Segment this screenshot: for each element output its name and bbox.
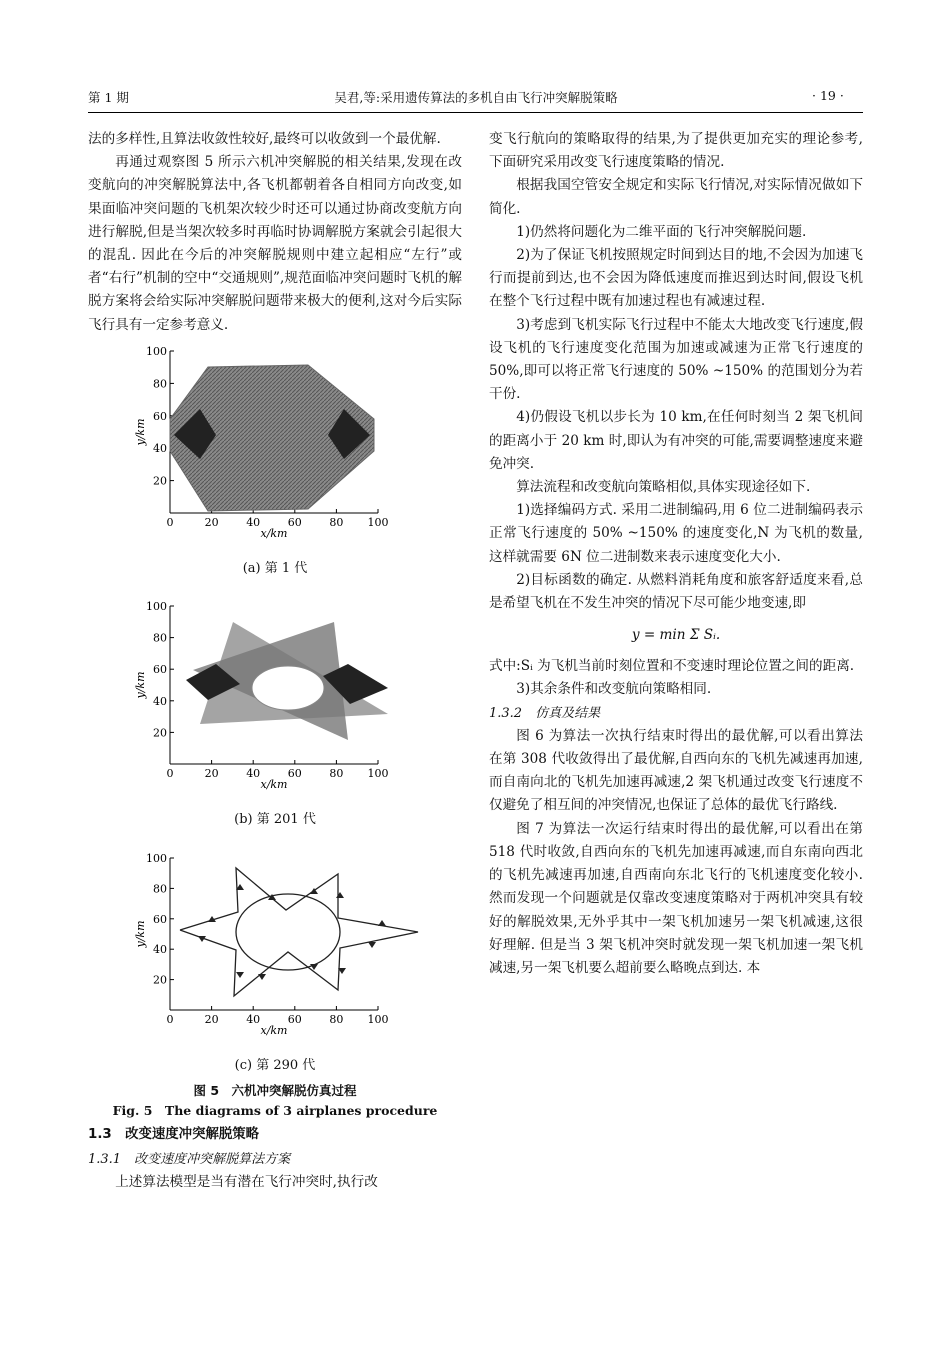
- x-tick-label: 20: [204, 1012, 219, 1026]
- figure-caption-en: Fig. 5 The diagrams of 3 airplanes procedure: [112, 1103, 438, 1119]
- paragraph: 1)选择编码方式. 采用二进制编码,用 6 位二进制编码表示正常飞行速度的 50% ~150% 的速度变化,N 为飞机的数量,这样就需要 6N 位二进制数来表示速度变化大小.: [489, 502, 863, 565]
- y-tick-label: 80: [153, 631, 167, 645]
- paragraph: 4)仍假设飞机以步长为 10 km,在任何时刻当 2 架飞机间的距离小于 20 km 时,即认为有冲突的可能,需要调整速度来避免冲突.: [489, 409, 863, 472]
- plot-c-markers: [198, 884, 386, 980]
- paragraph: 图 7 为算法一次运行结束时得出的最优解,可以看出在第518 代时收敛,自西向东的飞机先加速再减速,而自东南向西北的飞机先减速再加速,自西南向东北飞行的飞机速度变化较小. 然而发现一个问题就是仅靠改变速度策略对于两机冲突具有较好的解脱效果,无外乎其中一架飞机加速另一架飞机减速,这很好理解. 但是当 3 架飞机冲突时就发现一架飞机加速一架飞机减速,另一架飞机要么超前要么略晚点到达. 本: [489, 820, 863, 976]
- y-tick-label: 20: [153, 474, 167, 488]
- left-column: [88, 128, 462, 1195]
- x-tick-label: 40: [246, 1012, 261, 1026]
- x-tick-label: 100: [367, 515, 389, 529]
- x-tick-label: 0: [166, 1012, 174, 1026]
- x-tick-label: 40: [246, 515, 261, 529]
- plot-a: [88, 337, 462, 541]
- x-axis-label: x/km: [260, 1023, 288, 1037]
- x-tick-label: 80: [329, 1012, 344, 1026]
- y-axis-label: y/km: [134, 418, 147, 446]
- paragraph: 法的多样性,且算法收敛性较好,最终可以收敛到一个最优解.: [88, 131, 441, 147]
- plot-c: [88, 844, 462, 1038]
- caption-a: (a) 第 1 代: [242, 561, 308, 577]
- plot-b-center-ring: [252, 666, 324, 710]
- figure-caption-cn: 图 5 六机冲突解脱仿真过程: [193, 1083, 357, 1099]
- section-heading: 1.3 改变速度冲突解脱策略: [88, 1127, 260, 1143]
- x-tick-label: 100: [367, 1012, 389, 1026]
- x-tick-label: 80: [329, 515, 344, 529]
- plot-b: [88, 592, 462, 792]
- paragraph: 2)目标函数的确定. 从燃料消耗角度和旅客舒适度来看,总是希望飞机在不发生冲突的情况下尽可能少地变速,即: [489, 571, 863, 612]
- header-title: 吴君,等:采用遗传算法的多机自由飞行冲突解脱策略: [334, 90, 618, 105]
- x-tick-label: 40: [246, 767, 261, 781]
- y-tick-label: 20: [153, 726, 167, 740]
- x-tick-label: 20: [204, 767, 219, 781]
- y-tick-label: 60: [153, 409, 167, 423]
- x-tick-label: 60: [287, 767, 302, 781]
- paragraph: 变飞行航向的策略取得的结果,为了提供更加充实的理论参考,下面研究采用改变飞行速度策略的情况.: [489, 131, 863, 171]
- subsection-heading: 1.3.1 改变速度冲突解脱算法方案: [88, 1152, 291, 1168]
- header-rule: [88, 112, 863, 113]
- x-tick-label: 80: [329, 767, 344, 781]
- right-column: [489, 128, 863, 980]
- paragraph: 图 6 为算法一次执行结束时得出的最优解,可以看出算法在第 308 代收敛得出了最优解,自西向东的飞机先减速再加速,而自南向北的飞机先加速再减速,2 架飞机通过改变飞行速度不仅避免了相互间的冲突情况,也保证了总体的最优飞行路线.: [489, 727, 863, 814]
- y-tick-label: 40: [153, 442, 167, 456]
- header-issue: 第 1 期: [88, 90, 129, 105]
- paragraph: 上述算法模型是当有潜在飞行冲突时,执行改: [115, 1174, 378, 1191]
- y-tick-label: 80: [153, 377, 167, 391]
- x-tick-label: 60: [287, 1012, 302, 1026]
- y-tick-label: 20: [153, 973, 167, 987]
- x-tick-label: 0: [166, 767, 174, 781]
- x-tick-label: 0: [166, 515, 174, 529]
- paragraph: 3)考虑到飞机实际飞行过程中不能太大地改变飞行速度,假设飞机的飞行速度变化范围为加速或减速为正常飞行速度的 50%,即可以将正常飞行速度的 50% ~150% 的范围划分为若干份.: [489, 316, 863, 403]
- subsection-heading: 1.3.2 仿真及结果: [489, 705, 601, 721]
- plot-c-inner-ring: [236, 894, 340, 970]
- paragraph: 式中:Sᵢ 为飞机当前时刻位置和不变速时理论位置之间的距离.: [489, 658, 855, 675]
- y-tick-label: 100: [146, 600, 167, 614]
- y-tick-label: 40: [153, 695, 167, 709]
- paragraph: 根据我国空管安全规定和实际飞行情况,对实际情况做如下简化.: [489, 177, 863, 217]
- x-tick-label: 100: [367, 767, 389, 781]
- y-tick-label: 100: [146, 344, 167, 358]
- y-tick-label: 60: [153, 663, 167, 677]
- header-page: · 19 ·: [812, 88, 844, 103]
- y-tick-label: 40: [153, 942, 167, 956]
- paragraph: 1)仍然将问题化为二维平面的飞行冲突解脱问题.: [516, 223, 807, 240]
- x-tick-label: 60: [287, 515, 302, 529]
- y-axis-label: y/km: [134, 920, 147, 948]
- x-tick-label: 20: [204, 515, 219, 529]
- x-axis-label: x/km: [260, 778, 288, 792]
- y-tick-label: 100: [146, 851, 167, 865]
- formula: y = min Σ Sᵢ.: [631, 627, 721, 644]
- figure-5: [88, 337, 462, 1121]
- plot-c-axes: [134, 852, 389, 1037]
- caption-b: (b) 第 201 代: [234, 812, 316, 828]
- y-axis-label: y/km: [134, 671, 147, 699]
- paragraph: 算法流程和改变航向策略相似,具体实现途径如下.: [516, 479, 811, 496]
- paragraph: 2)为了保证飞机按照规定时间到达目的地,不会因为加速飞行而提前到达,也不会因为降低速度而推迟到达时间,假设飞机在整个飞行过程中既有加速过程也有减速过程.: [489, 247, 863, 310]
- caption-c: (c) 第 290 代: [234, 1057, 316, 1073]
- paragraph: 3)其余条件和改变航向策略相同.: [516, 681, 712, 698]
- paragraph: 再通过观察图 5 所示六机冲突解脱的相关结果,发现在改变航向的冲突解脱算法中,各飞机都朝着各自相同方向改变,如果面临冲突问题的飞机架次较少时还可以通过协商改变航方向进行解脱,但是当架次较多时再临时协调解脱方案就会引起很大的混乱. 因此在今后的冲突解脱规则中建立起相应“左行”或者“右行”机制的空中“交通规则”,规范面临冲突问题时飞机的解脱方案将会给实际冲突解脱问题带来极大的便利,这对今后实际飞行具有一定参考意义.: [88, 154, 462, 333]
- y-tick-label: 60: [153, 912, 167, 926]
- x-axis-label: x/km: [260, 526, 288, 540]
- plot-c-star-path: [180, 868, 418, 996]
- y-tick-label: 80: [153, 882, 167, 896]
